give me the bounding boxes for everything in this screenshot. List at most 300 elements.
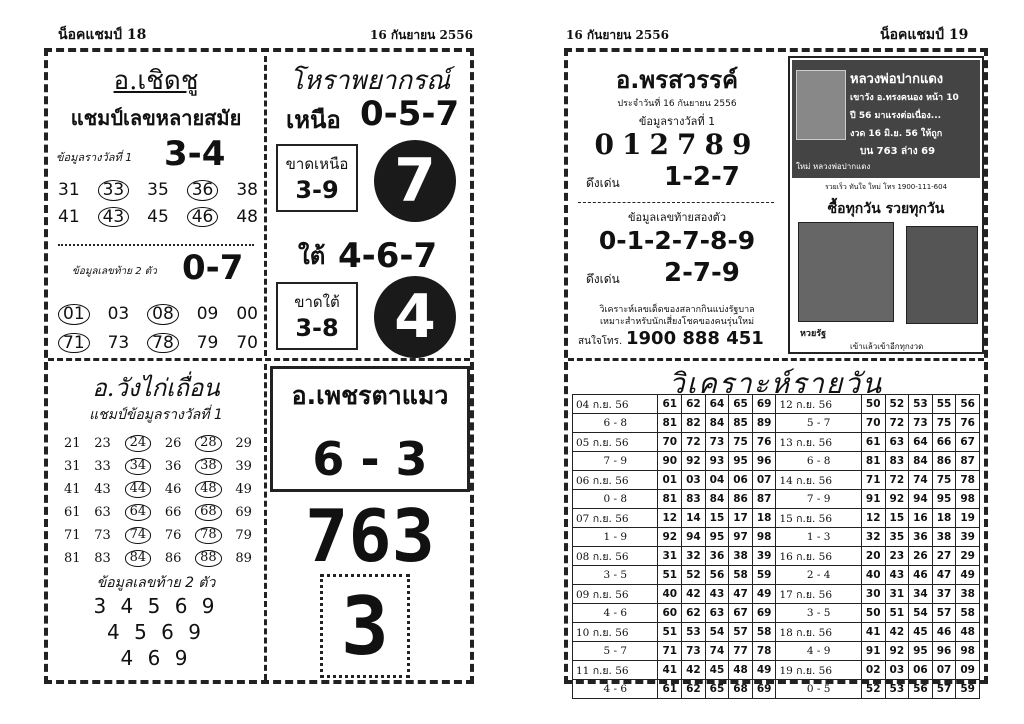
num-cell: 65 <box>705 680 729 699</box>
num-cell: 41 <box>658 661 682 680</box>
analysis-row-top <box>573 585 980 604</box>
num-cell: 54 <box>705 623 729 642</box>
num-cell: 84 <box>909 452 933 471</box>
num-cell: 69 <box>752 395 776 414</box>
num: 21 <box>64 436 81 451</box>
num-cell: 71 <box>861 471 885 490</box>
num: 43 <box>94 482 111 497</box>
num-cell: 62 <box>682 680 706 699</box>
ad-product-image <box>798 222 894 322</box>
num: 33 <box>94 459 111 474</box>
num-cell: 54 <box>909 604 933 623</box>
range-cell: 4 - 9 <box>776 642 861 661</box>
num-cell: 58 <box>729 566 753 585</box>
pornsawan-contact-number: 1900 888 451 <box>626 328 764 349</box>
num-cell: 58 <box>752 623 776 642</box>
num-cell: 64 <box>705 395 729 414</box>
petchtamaew-pair: 6 - 3 <box>312 432 428 486</box>
num-cell: 92 <box>885 642 909 661</box>
num-cell: 50 <box>861 395 885 414</box>
num-cell: 56 <box>956 395 980 414</box>
cherdchu-subtitle: แชมป์เลขหลายสมัย <box>70 106 242 130</box>
lack-north-nums: 3-9 <box>295 176 339 204</box>
num: 63 <box>94 505 111 520</box>
ad-banner <box>792 60 980 178</box>
num-cell: 67 <box>729 604 753 623</box>
num-cell: 06 <box>909 661 933 680</box>
pornsawan-highlight-label1: ดึงเด่น <box>586 176 620 190</box>
num-cell: 63 <box>705 604 729 623</box>
analysis-table <box>572 394 980 699</box>
num-cell: 04 <box>705 471 729 490</box>
cherdchu-big1: 3-4 <box>164 134 226 174</box>
wangkai-line2: 4 5 6 9 <box>107 620 205 644</box>
num-cell: 32 <box>682 547 706 566</box>
num-cell: 98 <box>956 642 980 661</box>
num-cell: 46 <box>909 566 933 585</box>
date-cell: 16 ก.ย. 56 <box>776 547 861 566</box>
num-cell: 77 <box>729 642 753 661</box>
num-cell: 70 <box>861 414 885 433</box>
range-cell: 0 - 8 <box>573 490 658 509</box>
num-cell: 47 <box>729 585 753 604</box>
num: 26 <box>164 436 182 451</box>
pornsawan-highlight1: 1-2-7 <box>664 162 740 192</box>
num-cell: 95 <box>932 490 956 509</box>
num-cell: 53 <box>682 623 706 642</box>
num-circled: 34 <box>125 458 152 474</box>
num: 81 <box>64 551 81 566</box>
num-cell: 38 <box>932 528 956 547</box>
date-cell: 05 ก.ย. 56 <box>573 433 658 452</box>
num-cell: 15 <box>705 509 729 528</box>
num: 79 <box>196 332 219 353</box>
left-divider-vertical <box>264 56 267 356</box>
num-cell: 97 <box>729 528 753 547</box>
num-cell: 43 <box>885 566 909 585</box>
num-cell: 42 <box>885 623 909 642</box>
num-cell: 82 <box>682 414 706 433</box>
num: 49 <box>235 482 252 497</box>
num: 09 <box>196 304 219 324</box>
num-cell: 45 <box>705 661 729 680</box>
date-cell: 07 ก.ย. 56 <box>573 509 658 528</box>
box-horoscope <box>268 56 472 356</box>
num-cell: 49 <box>752 585 776 604</box>
num-circled: 44 <box>125 481 152 497</box>
num-cell: 42 <box>682 661 706 680</box>
num: 41 <box>64 482 81 497</box>
num-cell: 52 <box>861 680 885 699</box>
num-cell: 91 <box>861 642 885 661</box>
num-cell: 57 <box>932 680 956 699</box>
num-cell: 50 <box>861 604 885 623</box>
num: 79 <box>235 528 252 543</box>
date-cell: 10 ก.ย. 56 <box>573 623 658 642</box>
num-cell: 66 <box>932 433 956 452</box>
num-cell: 63 <box>885 433 909 452</box>
analysis-row-top <box>573 547 980 566</box>
num-cell: 85 <box>729 414 753 433</box>
pornsawan-digits2: 0-1-2-7-8-9 <box>598 226 756 255</box>
num-cell: 83 <box>682 490 706 509</box>
num: 89 <box>235 551 252 566</box>
wangkai-line1: 3 4 5 6 9 <box>93 594 219 618</box>
num-cell: 62 <box>682 395 706 414</box>
ad-line10: เข้าแล้วเข้าอีกทุกงวด <box>850 342 924 351</box>
range-cell: 1 - 3 <box>776 528 861 547</box>
num-circled: 38 <box>195 458 222 474</box>
lack-north-label: ขาดเหนือ <box>285 155 349 173</box>
num-cell: 38 <box>729 547 753 566</box>
date-cell: 15 ก.ย. 56 <box>776 509 861 528</box>
range-cell: 7 - 9 <box>573 452 658 471</box>
num-cell: 43 <box>705 585 729 604</box>
num-cell: 52 <box>682 566 706 585</box>
num-circled: 78 <box>195 527 222 543</box>
num-cell: 81 <box>658 490 682 509</box>
num-cell: 64 <box>909 433 933 452</box>
num-cell: 40 <box>861 566 885 585</box>
circle-four: 4 <box>374 276 456 358</box>
num-cell: 18 <box>932 509 956 528</box>
num-cell: 56 <box>705 566 729 585</box>
num-cell: 47 <box>932 566 956 585</box>
horoscope-south-nums: 4-6-7 <box>338 236 438 276</box>
num-cell: 65 <box>729 395 753 414</box>
num-cell: 07 <box>932 661 956 680</box>
num-cell: 07 <box>752 471 776 490</box>
num-cell: 18 <box>752 509 776 528</box>
range-cell: 4 - 6 <box>573 680 658 699</box>
num: 45 <box>147 206 169 227</box>
num-cell: 27 <box>932 547 956 566</box>
num: 38 <box>236 180 258 200</box>
num-cell: 89 <box>752 414 776 433</box>
num-cell: 76 <box>752 433 776 452</box>
num-cell: 51 <box>658 623 682 642</box>
num-cell: 20 <box>861 547 885 566</box>
num-cell: 56 <box>909 680 933 699</box>
range-cell: 2 - 4 <box>776 566 861 585</box>
pornsawan-label2: ข้อมูลเลขท้ายสองตัว <box>627 211 727 224</box>
wangkai-title: อ.วังไก่เถื่อน <box>92 374 220 402</box>
date-cell: 13 ก.ย. 56 <box>776 433 861 452</box>
date-cell: 17 ก.ย. 56 <box>776 585 861 604</box>
num-cell: 73 <box>705 433 729 452</box>
horoscope-south-label: ใต้ <box>298 242 326 270</box>
horoscope-title: โหราพยากรณ์ <box>289 66 451 96</box>
num: 41 <box>58 206 80 227</box>
ad-line1: หลวงพ่อปากแดง <box>850 72 944 87</box>
lack-north-box <box>276 144 358 212</box>
box-wangkaithuean <box>52 364 260 680</box>
num-cell: 98 <box>752 528 776 547</box>
num-cell: 75 <box>932 471 956 490</box>
num-cell: 59 <box>956 680 980 699</box>
num-cell: 81 <box>861 452 885 471</box>
num-circled: 43 <box>98 207 130 228</box>
pornsawan-label1: ข้อมูลรางวัลที่ 1 <box>638 115 716 128</box>
num-cell: 53 <box>885 680 909 699</box>
range-cell: 5 - 7 <box>776 414 861 433</box>
num: 83 <box>94 551 111 566</box>
num-cell: 17 <box>729 509 753 528</box>
num: 36 <box>164 459 182 474</box>
num-cell: 38 <box>956 585 980 604</box>
num-cell: 69 <box>752 680 776 699</box>
num-cell: 87 <box>956 452 980 471</box>
ad-line4: งวด 16 มิ.ย. 56 ให้ถูก <box>850 129 943 139</box>
horoscope-north-nums: 0-5-7 <box>360 94 460 134</box>
left-header-date: 16 กันยายน 2556 <box>370 28 473 42</box>
ad-line9: หวยรัฐ <box>800 329 827 339</box>
num-cell: 84 <box>705 414 729 433</box>
num-cell: 72 <box>885 471 909 490</box>
num-cell: 83 <box>885 452 909 471</box>
range-cell: 7 - 9 <box>776 490 861 509</box>
pornsawan-issue: ประจำวันที่ 16 กันยายน 2556 <box>617 99 737 109</box>
num-cell: 16 <box>909 509 933 528</box>
num-circled: 46 <box>187 207 219 228</box>
num-cell: 49 <box>956 566 980 585</box>
num-cell: 03 <box>885 661 909 680</box>
cherdchu-big2: 0-7 <box>182 248 244 288</box>
analysis-row-bottom <box>573 414 980 433</box>
lack-south-box <box>276 282 358 350</box>
num-circled: 88 <box>195 550 222 566</box>
num-circled: 71 <box>58 333 90 354</box>
ad-product-image-2 <box>906 226 978 324</box>
date-cell: 19 ก.ย. 56 <box>776 661 861 680</box>
analysis-row-bottom <box>573 604 980 623</box>
cherdchu-title: อ.เชิดชู <box>113 66 199 96</box>
num-cell: 12 <box>658 509 682 528</box>
num-cell: 57 <box>932 604 956 623</box>
analysis-row-top <box>573 661 980 680</box>
date-cell: 09 ก.ย. 56 <box>573 585 658 604</box>
num: 73 <box>94 528 111 543</box>
wangkai-label: ข้อมูลเลขท้าย 2 ตัว <box>96 575 216 591</box>
wangkai-line3: 4 6 9 <box>120 646 192 670</box>
analysis-row-top <box>573 395 980 414</box>
pornsawan-title: อ.พรสวรรค์ <box>615 66 739 94</box>
num-circled: 24 <box>125 435 152 451</box>
cherdchu-rows-top <box>58 180 258 227</box>
num-cell: 55 <box>932 395 956 414</box>
cherdchu-divider <box>58 244 254 246</box>
num-cell: 32 <box>861 528 885 547</box>
num-cell: 23 <box>885 547 909 566</box>
num-cell: 57 <box>729 623 753 642</box>
analysis-row-bottom <box>573 680 980 699</box>
num-cell: 78 <box>752 642 776 661</box>
left-divider-vertical-2 <box>264 364 267 680</box>
num-cell: 61 <box>658 395 682 414</box>
wangkai-subtitle: แชมป์ข้อมูลรางวัลที่ 1 <box>89 407 223 423</box>
num: 39 <box>235 459 252 474</box>
num-circled: 28 <box>195 435 222 451</box>
lack-south-nums: 3-8 <box>295 314 339 342</box>
num-cell: 31 <box>885 585 909 604</box>
num-cell: 51 <box>658 566 682 585</box>
num-cell: 96 <box>752 452 776 471</box>
num-cell: 92 <box>885 490 909 509</box>
num-cell: 34 <box>909 585 933 604</box>
num-cell: 75 <box>932 414 956 433</box>
date-cell: 12 ก.ย. 56 <box>776 395 861 414</box>
num-circled: 78 <box>147 333 179 354</box>
num-cell: 29 <box>956 547 980 566</box>
petchtamaew-triple: 763 <box>304 494 436 578</box>
cherdchu-label2: ข้อมูลเลขท้าย 2 ตัว <box>72 266 157 277</box>
num-cell: 01 <box>658 471 682 490</box>
box-cherdchu <box>52 56 260 356</box>
num: 31 <box>58 180 80 200</box>
num-cell: 14 <box>682 509 706 528</box>
right-divider-horizontal <box>568 358 984 361</box>
num-circled: 01 <box>58 304 90 325</box>
num-cell: 60 <box>658 604 682 623</box>
num-cell: 59 <box>752 566 776 585</box>
num-cell: 06 <box>729 471 753 490</box>
num: 69 <box>235 505 252 520</box>
date-cell: 11 ก.ย. 56 <box>573 661 658 680</box>
num: 61 <box>64 505 81 520</box>
num-cell: 48 <box>729 661 753 680</box>
num-cell: 09 <box>956 661 980 680</box>
num-cell: 46 <box>932 623 956 642</box>
num-cell: 68 <box>729 680 753 699</box>
num-circled: 74 <box>125 527 152 543</box>
wangkai-grid <box>64 432 252 570</box>
num: 31 <box>64 459 81 474</box>
num-circled: 36 <box>187 180 219 201</box>
num: 35 <box>147 180 169 200</box>
num-cell: 36 <box>909 528 933 547</box>
num: 46 <box>164 482 182 497</box>
num-cell: 72 <box>885 414 909 433</box>
num-cell: 76 <box>956 414 980 433</box>
num-cell: 84 <box>705 490 729 509</box>
num-cell: 95 <box>705 528 729 547</box>
ad-line5: บน 763 ล่าง 69 <box>860 146 936 157</box>
cherdchu-label1: ข้อมูลรางวัลที่ 1 <box>56 151 133 164</box>
ad-line7: รวยเร็ว ทันใจ ใหม่ โทร 1900-111-604 <box>824 183 948 191</box>
num-cell: 61 <box>658 680 682 699</box>
pornsawan-highlight2: 2-7-9 <box>664 258 740 288</box>
num-cell: 92 <box>682 452 706 471</box>
num-cell: 70 <box>658 433 682 452</box>
num-cell: 74 <box>909 471 933 490</box>
ad-line8: ซื้อทุกวัน รวยทุกวัน <box>827 201 945 217</box>
num: 29 <box>235 436 252 451</box>
right-header-title: น็อคแชมป์ 19 <box>880 27 969 43</box>
num-cell: 94 <box>682 528 706 547</box>
num-circled: 33 <box>98 180 130 201</box>
box-pornsawan <box>572 56 782 356</box>
num-cell: 87 <box>752 490 776 509</box>
num: 00 <box>236 304 258 324</box>
num-cell: 31 <box>658 547 682 566</box>
num-cell: 03 <box>682 471 706 490</box>
num-circled: 68 <box>195 504 222 520</box>
pornsawan-note1: วิเคราะห์เลขเด็ดของสลากกินแบ่งรัฐบาล <box>599 305 755 315</box>
num-cell: 41 <box>861 623 885 642</box>
date-cell: 14 ก.ย. 56 <box>776 471 861 490</box>
pornsawan-contact-label: สนใจโทร. <box>578 336 623 347</box>
ad-temple-image <box>796 70 846 140</box>
num-cell: 67 <box>956 433 980 452</box>
num-cell: 36 <box>705 547 729 566</box>
num-cell: 75 <box>729 433 753 452</box>
range-cell: 5 - 7 <box>573 642 658 661</box>
analysis-row-bottom <box>573 490 980 509</box>
cherdchu-rows-bottom <box>58 304 258 353</box>
pornsawan-note2: เหมาะสำหรับนักเสี่ยงโชคของคนรุ่นใหม่ <box>599 317 755 327</box>
num-cell: 40 <box>658 585 682 604</box>
petchtamaew-single: 3 <box>340 579 390 673</box>
range-cell: 1 - 9 <box>573 528 658 547</box>
num-cell: 91 <box>861 490 885 509</box>
num-cell: 52 <box>885 395 909 414</box>
num-cell: 81 <box>658 414 682 433</box>
num-circled: 48 <box>195 481 222 497</box>
num-cell: 51 <box>885 604 909 623</box>
left-header-title: น็อคแชมป์ 18 <box>58 27 147 43</box>
num-cell: 48 <box>956 623 980 642</box>
num-cell: 39 <box>956 528 980 547</box>
num-cell: 95 <box>729 452 753 471</box>
num-cell: 15 <box>885 509 909 528</box>
date-cell: 04 ก.ย. 56 <box>573 395 658 414</box>
ad-line6: ใหม่ หลวงพ่อปากแดง <box>796 162 871 171</box>
num-cell: 78 <box>956 471 980 490</box>
num-cell: 73 <box>909 414 933 433</box>
horoscope-north-label: เหนือ <box>286 106 341 134</box>
num-cell: 90 <box>658 452 682 471</box>
num: 71 <box>64 528 81 543</box>
pornsawan-highlight-label2: ดึงเด่น <box>586 272 620 286</box>
ad-line2: เขาวัง อ.ทรงคนอง หน้า 10 <box>850 93 959 103</box>
num: 70 <box>236 332 258 353</box>
num-cell: 53 <box>909 395 933 414</box>
num-cell: 73 <box>682 642 706 661</box>
pornsawan-divider <box>578 202 774 203</box>
range-cell: 0 - 5 <box>776 680 861 699</box>
range-cell: 3 - 5 <box>776 604 861 623</box>
range-cell: 4 - 6 <box>573 604 658 623</box>
num-cell: 95 <box>909 642 933 661</box>
num-circled: 08 <box>147 304 179 325</box>
ad-line3: ปี 56 มาแรงต่อเนื่อง... <box>850 111 942 121</box>
num-cell: 12 <box>861 509 885 528</box>
num-cell: 98 <box>956 490 980 509</box>
num: 23 <box>94 436 111 451</box>
left-divider-horizontal <box>48 358 470 361</box>
num-cell: 02 <box>861 661 885 680</box>
analysis-row-bottom <box>573 528 980 547</box>
num-cell: 61 <box>861 433 885 452</box>
num-cell: 71 <box>658 642 682 661</box>
analysis-row-top <box>573 623 980 642</box>
num: 73 <box>107 332 130 353</box>
analysis-row-bottom <box>573 452 980 471</box>
num-cell: 72 <box>682 433 706 452</box>
box-petchtamaew <box>270 366 470 680</box>
ad-box <box>788 56 984 354</box>
num-cell: 93 <box>705 452 729 471</box>
